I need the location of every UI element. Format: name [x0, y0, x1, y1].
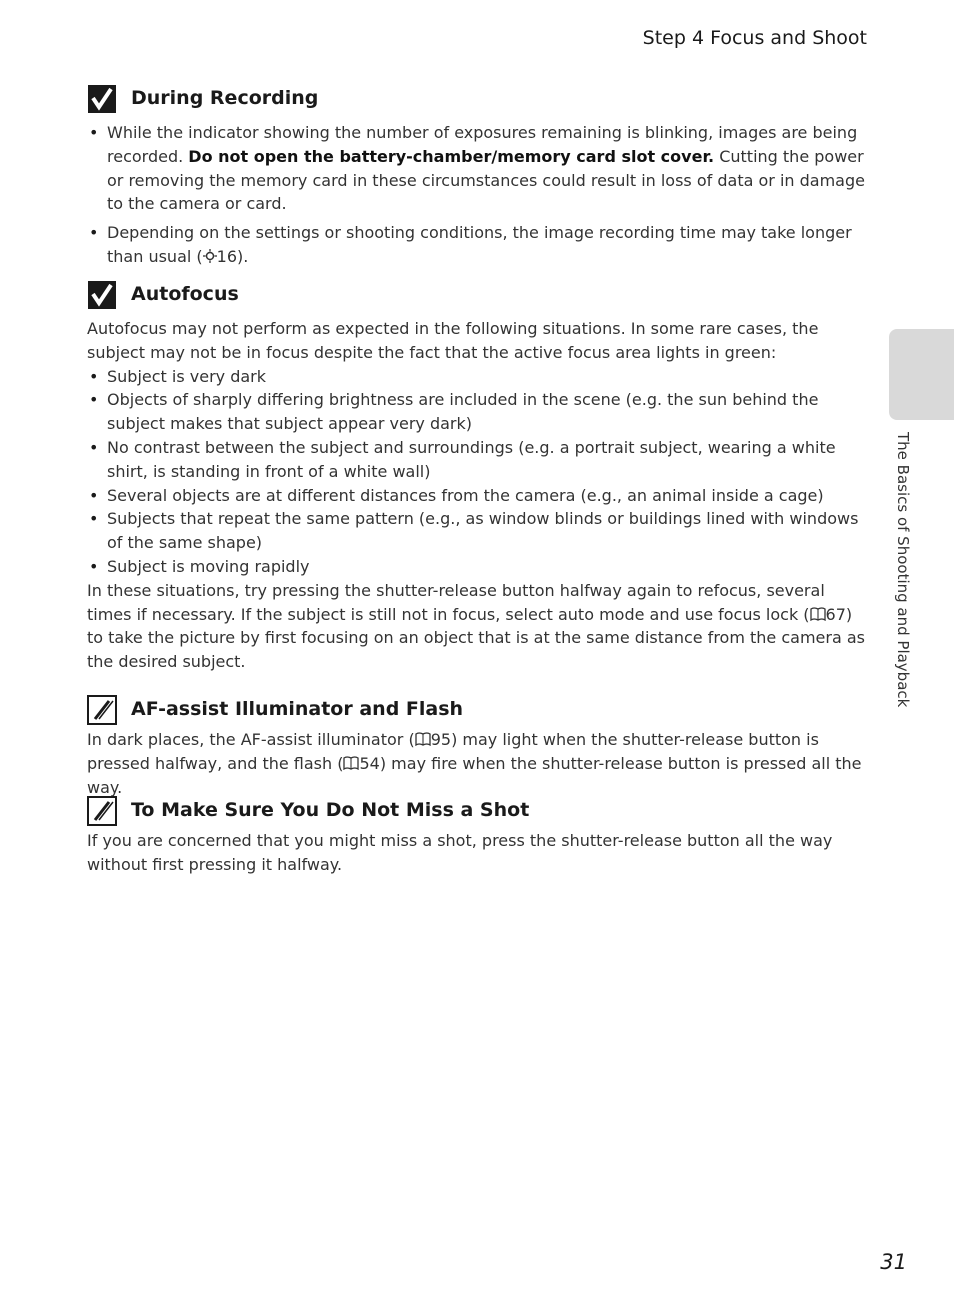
list-item: • While the indicator showing the number of exposures remaining is blinking, images are being recorded. Do not open the battery-chamber/memory card slot cover. Cutting the power or removing the memory card in these circumstances could result in loss of data or in damage to the camera or card. [87, 121, 867, 216]
bullet-list [87, 365, 867, 579]
bullet-list [87, 121, 867, 269]
outro-paragraph: In these situations, try pressing the shutter-release button halfway again to refocus, several times if necessary. If the subject is still not in focus, select auto mode and use focus lock ( 67) to take the picture by first focusing on an object that is at the same distance from the camera as the desired subject. [87, 580, 865, 672]
section-heading [87, 695, 867, 729]
caution-check-icon [87, 84, 117, 114]
section-during-recording [87, 84, 867, 274]
running-header: Step 4 Focus and Shoot [642, 27, 867, 49]
book-icon [343, 754, 359, 773]
list-item: • No contrast between the subject and surroundings (e.g. a portrait subject, wearing a white shirt, is standing in front of a white wall) [87, 436, 867, 484]
list-item: • Subject is very dark [87, 365, 867, 389]
section-heading [87, 280, 867, 314]
chapter-side-tab [889, 329, 954, 420]
section-title: Autofocus [131, 283, 239, 305]
intro-paragraph: Autofocus may not perform as expected in the following situations. In some rare cases, the subject may not be in focus despite the fact that the active focus area lights in green: [87, 319, 819, 362]
page-number: 31 [880, 1250, 907, 1274]
section-autofocus [87, 280, 867, 674]
list-item: • Objects of sharply differing brightness are included in the scene (e.g. the sun behind the subject makes that subject appear very dark) [87, 388, 867, 436]
section-title: During Recording [131, 87, 319, 109]
note-pencil-icon [87, 796, 117, 826]
note-pencil-icon [87, 695, 117, 725]
section-title: AF-assist Illuminator and Flash [131, 698, 464, 720]
section-heading [87, 796, 867, 830]
chapter-side-label [894, 432, 918, 732]
list-item: • Subject is moving rapidly [87, 555, 867, 579]
chapter-label-text: The Basics of Shooting and Playback [894, 432, 912, 708]
caution-check-icon [87, 280, 117, 310]
body-paragraph: In dark places, the AF-assist illuminator ( 95) may light when the shutter-release button is pressed halfway, and the flash ( 54) may fire when the shutter-release button is pressed all the way. [87, 730, 862, 797]
book-icon [810, 605, 826, 624]
section-heading [87, 84, 867, 118]
list-item: • Depending on the settings or shooting conditions, the image recording time may take longer than usual ( 16). [87, 221, 867, 269]
section-af-assist [87, 695, 867, 799]
body-paragraph: If you are concerned that you might miss a shot, press the shutter-release button all the way without first pressing it halfway. [87, 831, 833, 874]
list-item: • Several objects are at different distances from the camera (e.g., an animal inside a cage) [87, 484, 867, 508]
reference-icon [203, 247, 217, 266]
section-title: To Make Sure You Do Not Miss a Shot [131, 799, 530, 821]
section-miss-shot [87, 796, 867, 877]
book-icon [415, 730, 431, 749]
list-item: • Subjects that repeat the same pattern (e.g., as window blinds or buildings lined with windows of the same shape) [87, 507, 867, 555]
